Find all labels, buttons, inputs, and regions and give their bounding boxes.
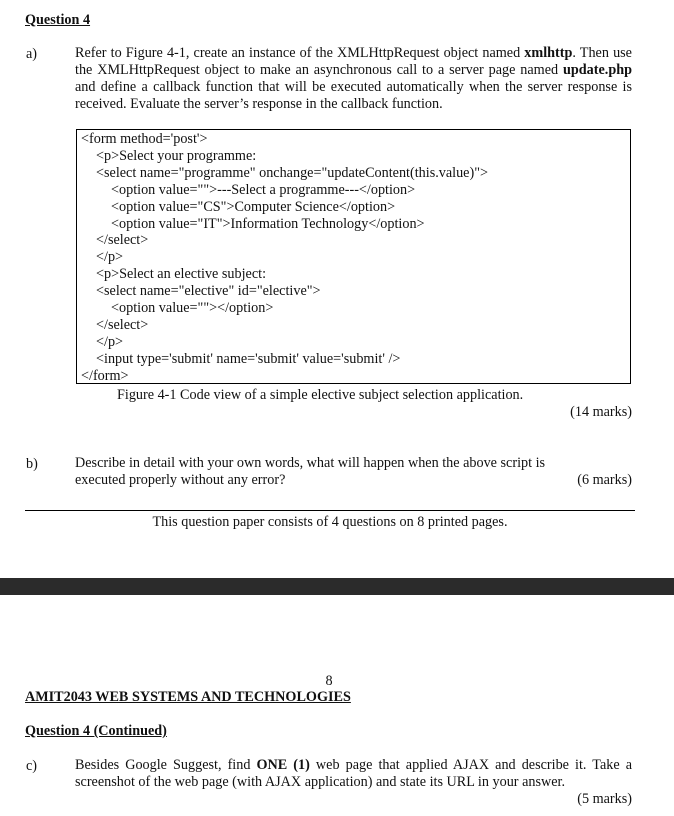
code-figure-box bbox=[76, 129, 631, 384]
page-footer: This question paper consists of 4 questions on 8 printed pages. bbox=[152, 514, 508, 530]
code-line: <option value="">---Select a programme---</option> bbox=[111, 181, 416, 198]
code-line: <select name="elective" id="elective"> bbox=[96, 283, 321, 300]
code-line: </select> bbox=[96, 232, 149, 249]
part-b-label: b) bbox=[26, 456, 38, 472]
page-separator bbox=[0, 578, 674, 595]
code-line: <p>Select your programme: bbox=[96, 147, 257, 164]
code-line: <select name="programme" onchange="updateContent(this.value)"> bbox=[96, 164, 488, 181]
code-line: <p>Select an elective subject: bbox=[96, 266, 267, 283]
part-b-marks: (6 marks) bbox=[577, 472, 632, 488]
code-line: </p> bbox=[96, 249, 124, 266]
footer-divider bbox=[25, 510, 635, 511]
code-line: <form method='post'> bbox=[81, 131, 208, 147]
question-continued-heading: Question 4 (Continued) bbox=[25, 723, 167, 739]
code-line: <option value="CS">Computer Science</option> bbox=[111, 198, 396, 215]
code-line: </p> bbox=[96, 333, 124, 350]
part-a-text: Refer to Figure 4-1, create an instance of the XMLHttpRequest object named xmlhttp. Then use the XMLHttpRequest object to make an asynchronous call to a server page named update.php and define a callback function that will be executed automatically when the server response is received. Evaluate the server’s response in the callback function. bbox=[75, 45, 632, 112]
code-line: </form> bbox=[81, 367, 129, 384]
part-c-text: Besides Google Suggest, find ONE (1) web page that applied AJAX and describe it. Take a screenshot of the web page (with AJAX application) and state its URL in your answer. bbox=[75, 757, 633, 790]
part-c-label: c) bbox=[26, 758, 38, 774]
question-heading: Question 4 bbox=[25, 12, 91, 28]
code-line: <option value=""></option> bbox=[111, 300, 274, 317]
code-line: <option value="IT">Information Technology</option> bbox=[111, 215, 425, 232]
figure-caption: Figure 4-1 Code view of a simple elective subject selection application. bbox=[117, 387, 524, 403]
part-b-text: Describe in detail with your own words, what will happen when the above script is executed properly without any error? bbox=[75, 455, 546, 488]
part-c-marks: (5 marks) bbox=[577, 791, 632, 807]
part-a-label: a) bbox=[26, 46, 38, 62]
code-line: </select> bbox=[96, 316, 149, 333]
code-line: <input type='submit' name='submit' value='submit' /> bbox=[96, 350, 401, 367]
page-number: 8 bbox=[325, 673, 333, 689]
course-title: AMIT2043 WEB SYSTEMS AND TECHNOLOGIES bbox=[25, 689, 351, 705]
part-a-marks: (14 marks) bbox=[570, 404, 632, 420]
